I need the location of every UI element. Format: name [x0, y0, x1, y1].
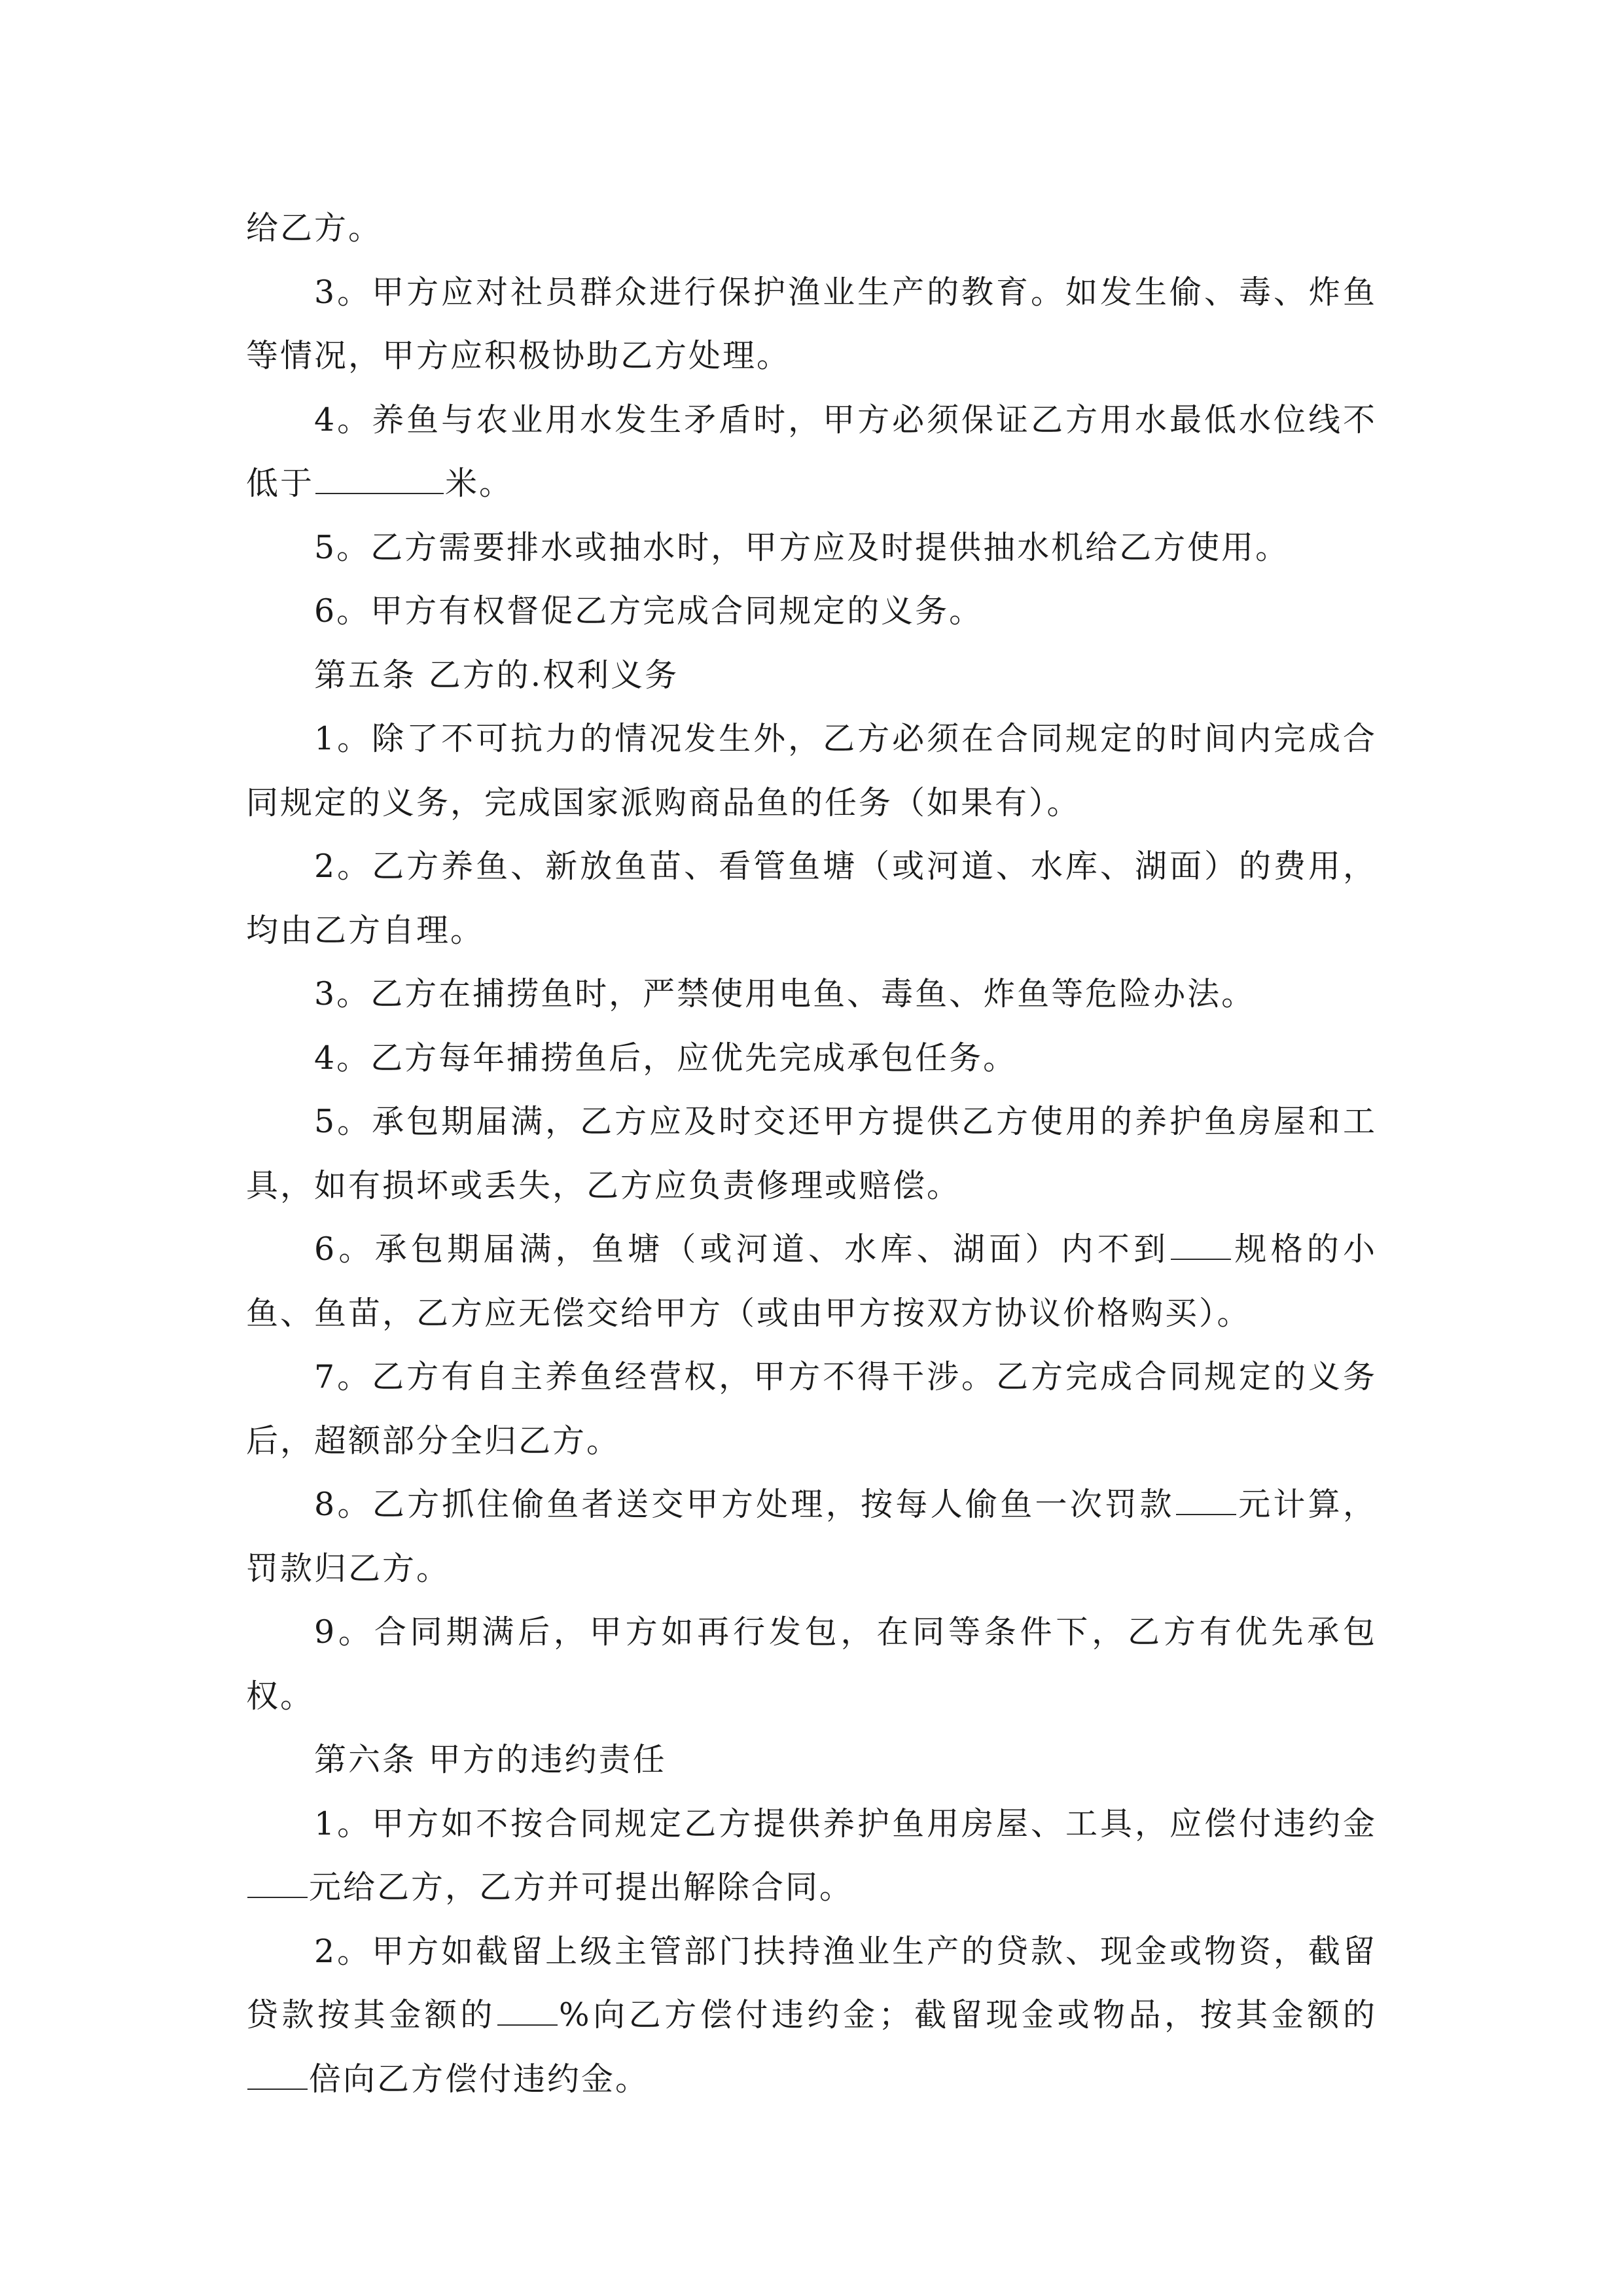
- paragraph-text: %向乙方偿付违约金；截留现金或物品，按其金额的: [558, 1996, 1377, 2034]
- paragraph-text: 9。合同期满后，甲方如再行发包，在同等条件下，乙方有优先承包权。: [246, 1613, 1377, 1715]
- paragraph-p05: [246, 579, 1377, 643]
- paragraph-text: 1。甲方如不按合同规定乙方提供养护鱼用房屋、工具，应偿付违约金: [314, 1804, 1377, 1842]
- paragraph-text: 元给乙方，乙方并可提出解除合同。: [309, 1869, 854, 1906]
- paragraph-text: 8。乙方抓住偷鱼者送交甲方处理，按每人偷鱼一次罚款: [314, 1486, 1175, 1523]
- paragraph-text: 4。养鱼与农业用水发生矛盾时，甲方必须保证乙方用水最低水位线不低于: [246, 401, 1377, 502]
- paragraph-p07: [246, 707, 1377, 834]
- paragraph-text: 元计算，罚款归乙方。: [246, 1486, 1377, 1587]
- fill-in-blank: [247, 2060, 308, 2090]
- paragraph-text: 米。: [445, 465, 514, 502]
- paragraph-text: 第六条 甲方的违约责任: [314, 1741, 667, 1778]
- paragraph-text: 5。承包期届满，乙方应及时交还甲方提供乙方使用的养护鱼房屋和工具，如有损坏或丢失，乙方应负责修理或赔偿。: [246, 1103, 1377, 1204]
- fill-in-blank: [315, 464, 444, 494]
- paragraph-p18: [246, 1920, 1377, 2111]
- paragraph-text: 第五条 乙方的.权利义务: [314, 656, 679, 694]
- paragraph-text: 6。承包期届满，鱼塘（或河道、水库、湖面）内不到: [314, 1230, 1170, 1268]
- paragraph-text: 倍向乙方偿付违约金。: [309, 2060, 650, 2098]
- paragraph-p09: [246, 962, 1377, 1026]
- paragraph-text: 4。乙方每年捕捞鱼后，应优先完成承包任务。: [314, 1039, 1018, 1077]
- paragraph-p16: [246, 1728, 1377, 1792]
- fill-in-blank: [1176, 1485, 1236, 1515]
- paragraph-text: 给乙方。: [246, 209, 383, 247]
- fill-in-blank: [497, 1996, 558, 2026]
- paragraph-p13: [246, 1345, 1377, 1473]
- fill-in-blank: [247, 1868, 308, 1898]
- paragraph-text: 2。乙方养鱼、新放鱼苗、看管鱼塘（或河道、水库、湖面）的费用，均由乙方自理。: [246, 848, 1377, 949]
- paragraph-text: 3。甲方应对社员群众进行保护渔业生产的教育。如发生偷、毒、炸鱼等情况，甲方应积极协助乙方处理。: [246, 273, 1377, 374]
- paragraph-p15: [246, 1600, 1377, 1728]
- paragraph-p06: [246, 643, 1377, 708]
- paragraph-p03: [246, 388, 1377, 516]
- paragraph-p08: [246, 834, 1377, 962]
- paragraph-text: 3。乙方在捕捞鱼时，严禁使用电鱼、毒鱼、炸鱼等危险办法。: [314, 975, 1256, 1013]
- paragraph-text: 2。甲方如截留上级主管部门扶持渔业生产的贷款、现金或物资，截留贷款按其金额的: [246, 1932, 1377, 2034]
- paragraph-p12: [246, 1217, 1377, 1345]
- paragraph-p11: [246, 1090, 1377, 1217]
- paragraph-p10: [246, 1026, 1377, 1090]
- document-body: [246, 196, 1377, 2111]
- fill-in-blank: [1171, 1230, 1231, 1260]
- paragraph-text: 5。乙方需要排水或抽水时，甲方应及时提供抽水机给乙方使用。: [314, 528, 1290, 566]
- paragraph-p04: [246, 516, 1377, 580]
- paragraph-text: 1。除了不可抗力的情况发生外，乙方必须在合同规定的时间内完成合同规定的义务，完成国家派购商品鱼的任务（如果有）。: [246, 720, 1377, 821]
- paragraph-p02: [246, 260, 1377, 388]
- paragraph-p17: [246, 1792, 1377, 1920]
- paragraph-text: 6。甲方有权督促乙方完成合同规定的义务。: [314, 592, 984, 630]
- paragraph-text: 7。乙方有自主养鱼经营权，甲方不得干涉。乙方完成合同规定的义务后，超额部分全归乙方。: [246, 1358, 1377, 1460]
- paragraph-text: 规格的小鱼、鱼苗，乙方应无偿交给甲方（或由甲方按双方协议价格购买）。: [246, 1230, 1377, 1332]
- paragraph-p01: [246, 196, 1377, 260]
- paragraph-p14: [246, 1473, 1377, 1600]
